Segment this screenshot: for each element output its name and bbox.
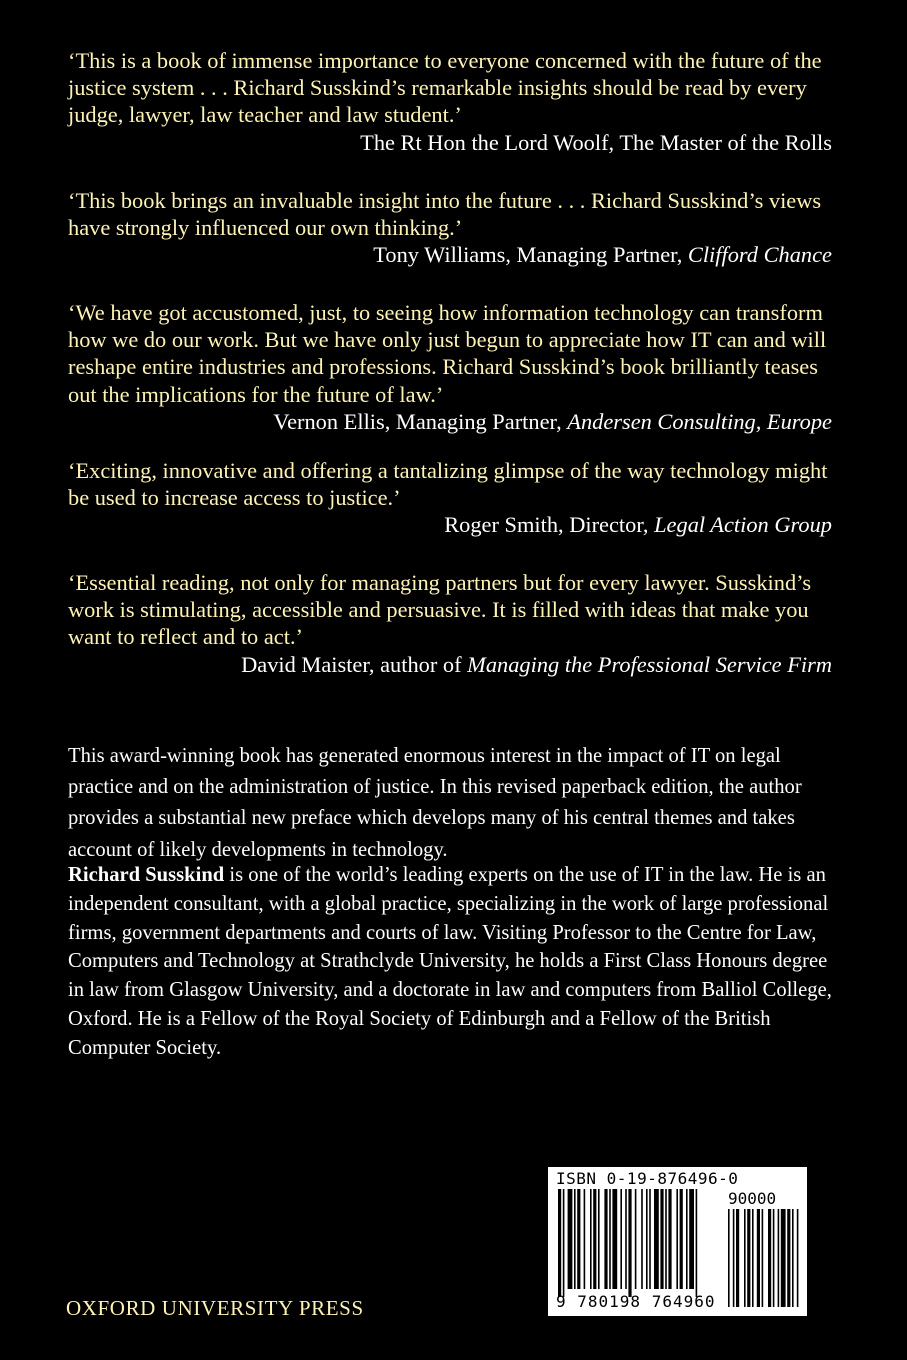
ean-digits: 9 780198 764960 xyxy=(556,1292,716,1311)
quote-text: ‘Essential reading, not only for managing partners but for every lawyer. Susskind’s work is stimulating, accessible and persuasive. It is filled with ideas that make you want to reflect and to act.’ xyxy=(68,570,812,650)
barcode-bar xyxy=(625,1189,627,1289)
barcode-bar xyxy=(649,1189,651,1289)
barcode-bar xyxy=(584,1189,586,1289)
author-name: Richard Susskind xyxy=(68,864,225,886)
addon-barcode-bar xyxy=(752,1209,754,1307)
addon-barcode-bar xyxy=(778,1209,780,1307)
barcode-bar xyxy=(680,1189,683,1289)
attribution-name: The Rt Hon the Lord Woolf, The Master of the Rolls xyxy=(360,129,832,155)
barcode-bar xyxy=(628,1189,631,1297)
attribution-name: Vernon Ellis, Managing Partner, xyxy=(273,408,568,434)
barcode-bar xyxy=(676,1189,678,1289)
barcode-bar xyxy=(665,1189,667,1289)
barcode-bar xyxy=(590,1189,592,1289)
barcode-bar xyxy=(568,1189,573,1289)
review-quote xyxy=(68,457,832,539)
barcode-panel xyxy=(548,1167,807,1316)
barcode-bar xyxy=(641,1189,643,1289)
barcode-bar xyxy=(620,1189,622,1289)
barcode-bar xyxy=(635,1189,637,1289)
addon-barcode-bar xyxy=(744,1209,746,1307)
addon-barcode-bar xyxy=(728,1209,730,1307)
quote-text: ‘Exciting, innovative and offering a tantalizing glimpse of the way technology might be used to increase access to justice.’ xyxy=(68,458,828,511)
attribution-organization: Legal Action Group xyxy=(654,512,832,538)
book-description: This award-winning book has generated enormous interest in the impact of IT on legal practice and on the administration of justice. In this revised paperback edition, the author provides a substantial new preface which develops many of his central themes and takes account of likely developments in technology. xyxy=(68,745,802,861)
publisher-name: OXFORD UNIVERSITY PRESS xyxy=(66,1296,364,1320)
barcode-bar xyxy=(577,1189,580,1289)
barcode-bar xyxy=(598,1189,600,1289)
barcode-bar xyxy=(609,1189,611,1289)
barcode-bar xyxy=(660,1189,663,1289)
addon-barcode-bar xyxy=(757,1209,760,1307)
review-quote xyxy=(68,299,832,435)
barcode-bar xyxy=(654,1189,659,1289)
addon-barcode-bar xyxy=(733,1209,735,1307)
review-quote xyxy=(68,47,832,156)
barcode-bar xyxy=(612,1189,617,1289)
addon-barcode-bar xyxy=(768,1209,771,1307)
quote-attribution xyxy=(68,408,832,435)
barcode-bar xyxy=(686,1189,688,1289)
quote-attribution xyxy=(68,511,832,538)
review-quote xyxy=(68,187,832,269)
barcode-bar xyxy=(604,1189,607,1289)
review-quote xyxy=(68,569,832,678)
barcode-bar xyxy=(689,1189,694,1289)
addon-barcode-bar xyxy=(797,1209,799,1307)
barcode-bar xyxy=(563,1189,565,1297)
price-code: 90000 xyxy=(728,1189,777,1208)
barcode-bar xyxy=(558,1189,561,1297)
author-bio-text: is one of the world’s leading experts on the use of IT in the law. He is an independent consultant, with a global practice, specializing in the work of large professional firms, government departments and courts of law. Visiting Professor to the Centre for Law, Computers and Technology at Strathclyde University, he holds a First Class Honours degree in law from Glasgow University, and a doctorate in law and computers from Balliol College, Oxford. He is a Fellow of the Royal Society of Edinburgh and a Fellow of the British Computer Society. xyxy=(68,864,832,1059)
author-bio xyxy=(68,861,848,1063)
attribution-name: Roger Smith, Director, xyxy=(444,512,655,538)
barcode-bar xyxy=(696,1189,698,1297)
quote-text: ‘This is a book of immense importance to everyone concerned with the future of the justice system . . . Richard Susskind’s remarkable insights should be read by every judge, lawyer, law teacher and law student.’ xyxy=(68,48,822,128)
addon-barcode-bar xyxy=(736,1209,739,1307)
attribution-organization: Andersen Consulting, Europe xyxy=(567,408,832,434)
quote-text: ‘We have got accustomed, just, to seeing how information technology can transform how we do our work. But we have only just begun to appreciate how IT can and will reshape entire industries and professions. Richard Susskind’s book brilliantly teases out the implications for the future of law.’ xyxy=(68,300,827,407)
addon-barcode-bar xyxy=(781,1209,786,1307)
barcode-bar xyxy=(646,1189,648,1289)
attribution-name: Tony Williams, Managing Partner, xyxy=(373,242,688,268)
attribution-organization: Managing the Professional Service Firm xyxy=(467,651,832,677)
addon-barcode-bar xyxy=(773,1209,775,1307)
barcode-bar xyxy=(574,1189,576,1289)
addon-barcode-bar xyxy=(792,1209,794,1307)
barcode-bar xyxy=(668,1189,671,1289)
attribution-name: David Maister, author of xyxy=(241,651,468,677)
addon-barcode-bar xyxy=(762,1209,764,1307)
quote-attribution xyxy=(68,241,832,268)
addon-barcode-bar xyxy=(747,1209,750,1307)
quote-attribution xyxy=(68,129,832,156)
isbn-label: ISBN 0-19-876496-0 xyxy=(556,1169,739,1188)
attribution-organization: Clifford Chance xyxy=(687,242,832,268)
addon-barcode-bar xyxy=(787,1209,790,1307)
quote-attribution xyxy=(68,651,832,678)
barcode-bar xyxy=(593,1189,596,1289)
quote-text: ‘This book brings an invaluable insight into the future . . . Richard Susskind’s views have strongly influenced our own thinking.’ xyxy=(68,188,822,241)
